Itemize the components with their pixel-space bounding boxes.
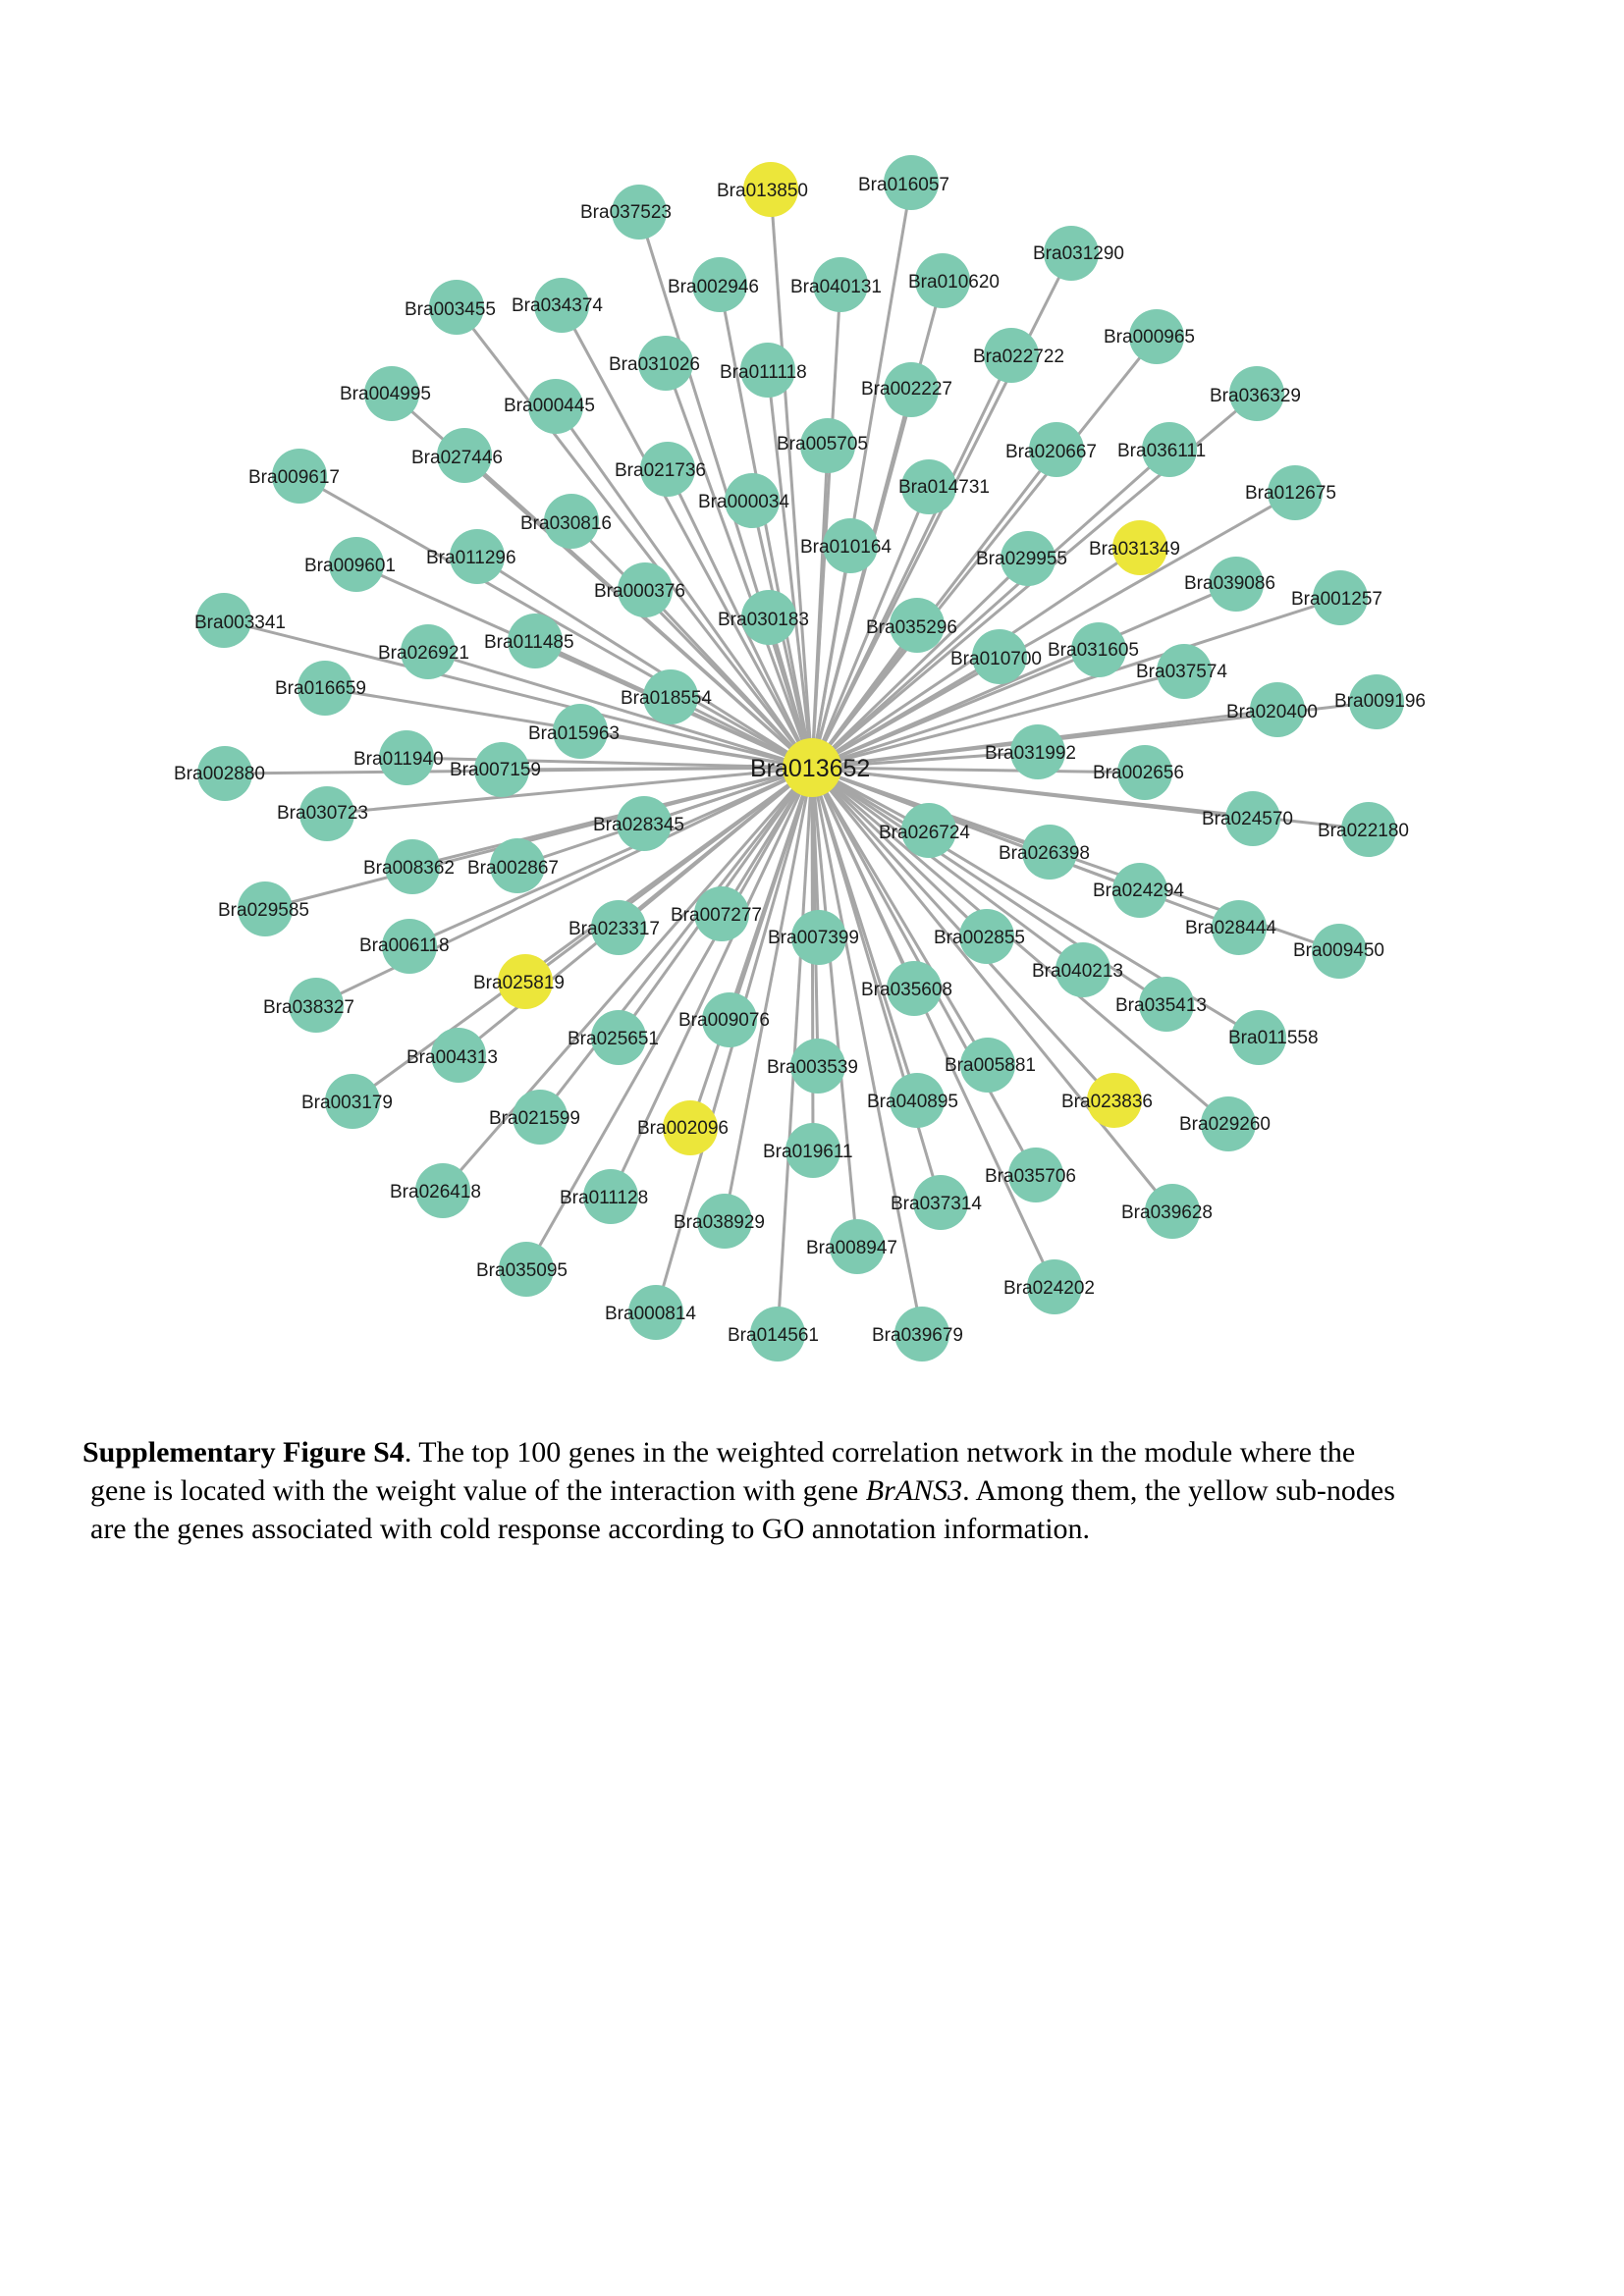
gene-node-label: Bra029260 bbox=[1179, 1114, 1271, 1135]
gene-node-label: Bra002096 bbox=[637, 1118, 729, 1139]
gene-node-label: Bra005705 bbox=[777, 434, 868, 454]
gene-node-label: Bra039086 bbox=[1184, 573, 1275, 594]
gene-node-label: Bra004995 bbox=[340, 384, 431, 404]
gene-node-label: Bra010164 bbox=[800, 537, 892, 558]
gene-node-label: Bra025651 bbox=[568, 1029, 659, 1049]
gene-node-label: Bra011485 bbox=[484, 632, 574, 653]
gene-node-label: Bra026921 bbox=[378, 643, 469, 664]
gene-node-label: Bra031026 bbox=[609, 354, 700, 375]
gene-node-label: Bra003179 bbox=[301, 1093, 393, 1113]
gene-node-label: Bra020667 bbox=[1005, 442, 1097, 462]
gene-node-label: Bra037574 bbox=[1136, 662, 1227, 682]
gene-node-label: Bra011118 bbox=[720, 362, 807, 383]
gene-node-label: Bra003455 bbox=[405, 299, 496, 320]
gene-node-label: Bra026724 bbox=[879, 823, 970, 843]
gene-node-label: Bra014561 bbox=[728, 1325, 819, 1346]
gene-node-label: Bra023836 bbox=[1061, 1092, 1153, 1112]
gene-node-label: Bra034374 bbox=[512, 295, 603, 316]
gene-node-label: Bra008362 bbox=[363, 858, 455, 879]
gene-node-label: Bra031349 bbox=[1089, 539, 1180, 560]
gene-node-label: Bra029585 bbox=[218, 900, 309, 921]
gene-node-label: Bra037523 bbox=[580, 202, 672, 223]
gene-node-label: Bra000965 bbox=[1104, 327, 1195, 347]
caption-line-2-end: . Among them, the yellow sub-nodes bbox=[962, 1474, 1395, 1507]
gene-node-label: Bra022180 bbox=[1318, 821, 1409, 841]
gene-node-label: Bra030723 bbox=[277, 803, 368, 824]
gene-node-label: Bra002656 bbox=[1093, 763, 1184, 783]
gene-node-label: Bra009196 bbox=[1334, 691, 1426, 712]
figure-caption bbox=[82, 1433, 1575, 1548]
gene-node-label: Bra035413 bbox=[1115, 995, 1207, 1016]
gene-node-label: Bra004313 bbox=[406, 1047, 498, 1068]
gene-node-label: Bra038929 bbox=[674, 1212, 765, 1233]
gene-node-label: Bra009076 bbox=[678, 1010, 770, 1031]
gene-node-label: Bra005881 bbox=[945, 1055, 1036, 1076]
gene-node-label: Bra010700 bbox=[950, 649, 1042, 669]
gene-node-label: Bra009450 bbox=[1293, 940, 1384, 961]
gene-node-label: Bra039679 bbox=[872, 1325, 963, 1346]
gene-node-label: Bra025819 bbox=[473, 973, 565, 993]
gene-node-label: Bra027446 bbox=[411, 448, 503, 468]
hub-node-label: Bra013652 bbox=[750, 755, 871, 782]
gene-node-label: Bra001257 bbox=[1291, 589, 1382, 610]
gene-node-label: Bra000814 bbox=[605, 1304, 696, 1324]
gene-node-label: Bra000445 bbox=[504, 396, 595, 416]
gene-node-label: Bra024570 bbox=[1202, 809, 1293, 829]
gene-node-label: Bra036111 bbox=[1117, 441, 1207, 461]
gene-node-label: Bra011128 bbox=[560, 1188, 649, 1208]
gene-node-label: Bra021736 bbox=[615, 460, 706, 481]
gene-node-label: Bra002880 bbox=[174, 764, 265, 784]
gene-node-label: Bra028444 bbox=[1185, 918, 1276, 938]
gene-node-label: Bra011940 bbox=[353, 749, 444, 770]
gene-node-label: Bra035095 bbox=[476, 1260, 568, 1281]
gene-node-label: Bra040895 bbox=[867, 1092, 958, 1112]
edge-bra005881 bbox=[812, 768, 988, 1065]
gene-node-label: Bra036329 bbox=[1210, 386, 1301, 406]
gene-node-label: Bra019611 bbox=[763, 1142, 853, 1162]
gene-node-label: Bra003539 bbox=[767, 1057, 858, 1078]
caption-figure-label: Supplementary Figure S4 bbox=[82, 1436, 405, 1468]
gene-node-label: Bra011296 bbox=[426, 548, 516, 568]
gene-node-label: Bra007159 bbox=[450, 760, 541, 780]
gene-node-label: Bra024294 bbox=[1093, 881, 1184, 901]
gene-node-label: Bra022722 bbox=[973, 347, 1064, 367]
caption-line-2 bbox=[82, 1471, 1575, 1510]
gene-node-label: Bra024202 bbox=[1003, 1278, 1095, 1299]
gene-node-label: Bra035296 bbox=[866, 617, 957, 638]
gene-node-label: Bra006118 bbox=[359, 935, 450, 956]
gene-node-label: Bra037314 bbox=[891, 1194, 982, 1214]
gene-node-label: Bra035706 bbox=[985, 1166, 1076, 1187]
gene-node-label: Bra030183 bbox=[718, 610, 809, 630]
caption-line-1 bbox=[82, 1433, 1575, 1471]
gene-node-label: Bra015963 bbox=[528, 723, 620, 744]
gene-node-label: Bra031290 bbox=[1033, 243, 1124, 264]
gene-node-label: Bra009617 bbox=[248, 467, 340, 488]
gene-node-label: Bra014731 bbox=[898, 477, 990, 498]
caption-line-2-start: gene is located with the weight value of the interaction with gene bbox=[90, 1474, 866, 1507]
gene-node-label: Bra007277 bbox=[671, 905, 762, 926]
gene-node-label: Bra000034 bbox=[698, 492, 789, 512]
gene-node-label: Bra023317 bbox=[568, 919, 660, 939]
gene-node-label: Bra003341 bbox=[194, 613, 286, 633]
gene-node-label: Bra021599 bbox=[489, 1108, 580, 1129]
gene-node-label: Bra002227 bbox=[861, 379, 952, 400]
gene-node-label: Bra002867 bbox=[467, 858, 559, 879]
caption-line-3: are the genes associated with cold response according to GO annotation information. bbox=[90, 1513, 1091, 1545]
gene-node-label: Bra012675 bbox=[1245, 483, 1336, 504]
gene-node-label: Bra002855 bbox=[934, 928, 1025, 948]
gene-node-label: Bra039628 bbox=[1121, 1202, 1213, 1223]
gene-node-label: Bra031605 bbox=[1048, 640, 1139, 661]
gene-node-label: Bra018554 bbox=[621, 688, 712, 709]
gene-node-label: Bra029955 bbox=[976, 549, 1067, 569]
gene-node-label: Bra020400 bbox=[1226, 702, 1318, 722]
gene-node-label: Bra026418 bbox=[390, 1182, 481, 1202]
gene-node-label: Bra007399 bbox=[768, 928, 859, 948]
gene-node-label: Bra030816 bbox=[520, 513, 612, 534]
gene-node-label: Bra000376 bbox=[594, 581, 685, 602]
gene-node-label: Bra013850 bbox=[717, 181, 808, 201]
gene-node-label: Bra038327 bbox=[263, 997, 354, 1018]
gene-node-label: Bra031992 bbox=[985, 743, 1076, 764]
gene-node-label: Bra028345 bbox=[593, 815, 684, 835]
gene-node-label: Bra002946 bbox=[668, 277, 759, 297]
gene-node-label: Bra016057 bbox=[858, 175, 949, 195]
gene-node-label: Bra009601 bbox=[304, 556, 396, 576]
gene-node-label: Bra026398 bbox=[999, 843, 1090, 864]
gene-node-label: Bra011558 bbox=[1228, 1028, 1319, 1048]
gene-node-label: Bra016659 bbox=[275, 678, 366, 699]
gene-node-label: Bra010620 bbox=[908, 272, 1000, 293]
gene-node-label: Bra040131 bbox=[790, 277, 882, 297]
gene-node-label: Bra040213 bbox=[1032, 961, 1123, 982]
caption-gene-name: BrANS3 bbox=[865, 1474, 963, 1507]
caption-line-1-text: . The top 100 genes in the weighted correlation network in the module where the bbox=[404, 1436, 1356, 1468]
gene-node-label: Bra035608 bbox=[861, 980, 952, 1000]
gene-node-label: Bra008947 bbox=[806, 1238, 897, 1258]
